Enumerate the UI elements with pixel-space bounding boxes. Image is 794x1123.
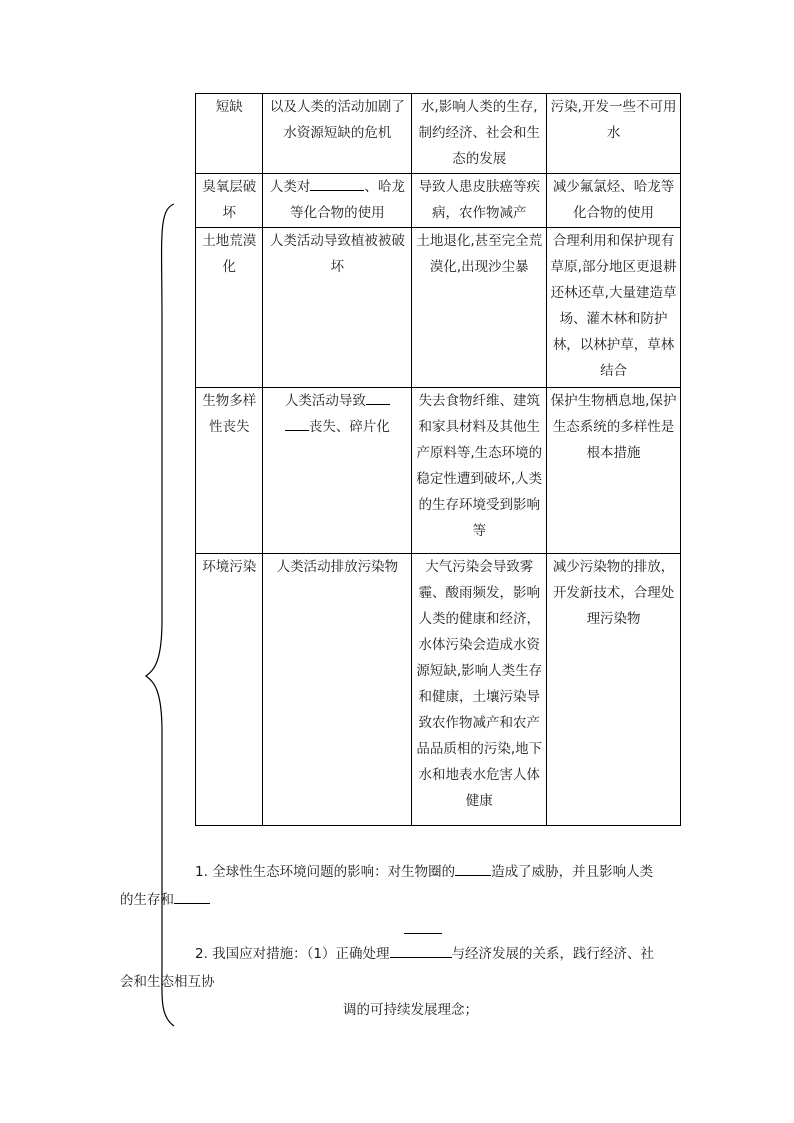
- problem-name: 生物多样性丧失: [196, 388, 263, 554]
- blank-underline: [390, 943, 452, 958]
- table-row: [196, 554, 681, 826]
- blank-underline: [310, 176, 364, 191]
- problem-name: 环境污染: [196, 554, 263, 826]
- problem-measure: 保护生物栖息地,保护生态系统的多样性是根本措施: [547, 388, 681, 554]
- problem-cause: 人类活动导致 丧失、碎片化: [263, 388, 412, 554]
- problem-effect: 导致人患皮肤癌等疾病，农作物减产: [412, 174, 547, 228]
- problem-effect: 失去食物纤维、建筑和家具材料及其他生产原料等,生态环境的稳定性遭到破坏,人类的生存环境受到影响等: [412, 388, 547, 554]
- paragraph-2-cont: 会和生态相互协: [120, 974, 215, 990]
- table-row: [196, 228, 681, 388]
- paragraph-1: 1. 全球性生态环境问题的影响：对生物圈的 造成了威胁，并且影响人类: [195, 858, 653, 886]
- blank-underline: [404, 919, 442, 934]
- problem-measure: 减少污染物的排放，开发新技术，合理处理污染物: [547, 554, 681, 826]
- problem-measure: 减少氟氯烃、哈龙等化合物的使用: [547, 174, 681, 228]
- problem-name: 短缺: [196, 94, 263, 174]
- problem-name: 土地荒漠化: [196, 228, 263, 388]
- blank-underline: [366, 390, 390, 405]
- blank-underline: [455, 861, 491, 876]
- table-row: [196, 94, 681, 174]
- table-row: [196, 174, 681, 228]
- paragraph-2-end: 调的可持续发展理念；: [343, 1002, 478, 1018]
- problem-measure: 合理利用和保护现有草原,部分地区更退耕还林还草,大量建造草场、灌木林和防护林，以林护草，草林结合: [547, 228, 681, 388]
- table-row: [196, 388, 681, 554]
- problem-effect: 土地退化,甚至完全荒漠化,出现沙尘暴: [412, 228, 547, 388]
- blank-underline: [285, 416, 309, 431]
- problem-cause: 人类对 、哈龙等化合物的使用: [263, 174, 412, 228]
- paragraph-1-cont: 的生存和: [120, 886, 210, 914]
- environment-problems-table: [195, 93, 681, 826]
- problem-name: 臭氧层破坏: [196, 174, 263, 228]
- problem-measure: 污染,开发一些不可用水: [547, 94, 681, 174]
- problem-effect: 水,影响人类的生存,制约经济、社会和生态的发展: [412, 94, 547, 174]
- blank-underline: [174, 889, 210, 904]
- problem-cause: 人类活动排放污染物: [263, 554, 412, 826]
- problem-effect: 大气污染会导致雾霾、酸雨频发，影响人类的健康和经济，水体污染会造成水资源短缺,影响人类生存和健康，土壤污染导致农作物减产和农产品品质相的污染,地下水和地表水危害人体健康: [412, 554, 547, 826]
- paragraph-2: 2. 我国应对措施：（1）正确处理 与经济发展的关系，践行经济、社: [195, 940, 654, 968]
- problem-cause: 以及人类的活动加剧了水资源短缺的危机: [263, 94, 412, 174]
- problem-cause: 人类活动导致植被被破坏: [263, 228, 412, 388]
